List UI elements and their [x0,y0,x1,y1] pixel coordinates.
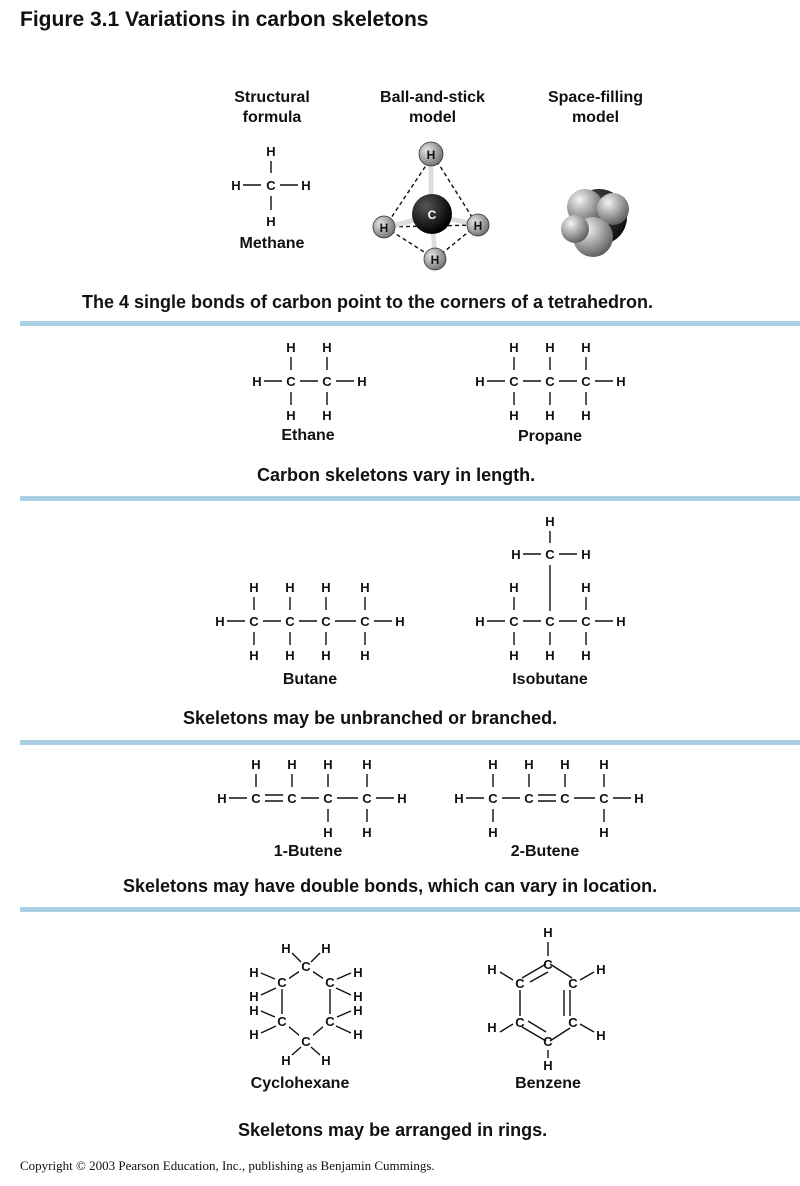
svg-text:H: H [581,408,591,423]
space-filling-model [555,175,640,265]
svg-text:H: H [360,580,370,595]
svg-text:C: C [322,374,332,389]
section-divider [20,321,800,326]
svg-text:C: C [277,1014,287,1029]
caption-rings: Skeletons may be arranged in rings. [238,1120,548,1140]
svg-text:H: H [581,547,591,562]
butane-structural-formula [208,578,418,668]
svg-text:H: H [281,1053,291,1068]
svg-text:H: H [285,580,295,595]
svg-text:H: H [511,547,521,562]
atom-h: H [430,253,440,267]
svg-text:C: C [285,614,295,629]
atom-h: H [266,144,276,159]
svg-text:H: H [509,648,519,663]
figure-title: Figure 3.1 Variations in carbon skeletons [20,8,429,31]
svg-text:C: C [360,614,370,629]
svg-text:H: H [599,825,609,840]
svg-text:H: H [251,757,261,772]
svg-text:H: H [545,408,555,423]
svg-text:C: C [581,614,591,629]
svg-text:H: H [353,1027,363,1042]
svg-text:H: H [357,374,367,389]
svg-text:C: C [321,614,331,629]
atom-c: C [427,208,437,222]
svg-text:H: H [397,791,407,806]
benzene-label: Benzene [515,1075,581,1092]
svg-text:C: C [488,791,498,806]
svg-text:H: H [581,580,591,595]
isobutane-structural-formula [468,512,643,667]
svg-text:C: C [543,957,553,972]
svg-text:H: H [362,757,372,772]
2-butene-label: 2-Butene [510,843,580,860]
svg-text:C: C [599,791,609,806]
svg-text:H: H [215,614,225,629]
svg-text:H: H [249,989,259,1004]
svg-text:C: C [545,547,555,562]
svg-text:C: C [515,1015,525,1030]
svg-text:C: C [362,791,372,806]
svg-text:H: H [252,374,262,389]
svg-text:H: H [475,374,485,389]
svg-text:C: C [287,791,297,806]
svg-text:C: C [249,614,259,629]
svg-text:H: H [249,648,259,663]
svg-text:H: H [395,614,405,629]
svg-text:C: C [286,374,296,389]
svg-text:H: H [249,965,259,980]
svg-text:C: C [301,959,311,974]
propane-structural-formula [468,338,643,428]
svg-text:H: H [487,1020,497,1035]
svg-text:H: H [487,962,497,977]
atom-h: H [266,214,276,229]
svg-text:H: H [616,614,626,629]
atom-h: H [473,219,483,233]
svg-text:H: H [560,757,570,772]
svg-text:H: H [323,757,333,772]
svg-text:H: H [249,1003,259,1018]
svg-text:H: H [286,408,296,423]
caption-tetrahedron: The 4 single bonds of carbon point to the corners of a tetrahedron. [82,292,654,312]
svg-text:H: H [509,408,519,423]
ethane-structural-formula [245,338,385,428]
svg-text:H: H [321,941,331,956]
cyclohexane-label: Cyclohexane [250,1075,350,1092]
svg-text:H: H [545,648,555,663]
svg-text:C: C [509,614,519,629]
section-divider [20,740,800,745]
methane-label: Methane [239,235,305,252]
svg-text:H: H [509,340,519,355]
caption-length: Carbon skeletons vary in length. [257,465,536,485]
svg-text:C: C [545,614,555,629]
svg-text:C: C [277,975,287,990]
svg-text:H: H [596,1028,606,1043]
svg-text:H: H [322,408,332,423]
svg-text:C: C [301,1034,311,1049]
svg-text:H: H [360,648,370,663]
svg-text:C: C [543,1034,553,1049]
svg-text:H: H [362,825,372,840]
svg-text:H: H [322,340,332,355]
column-header-ball-and-stick: Ball-and-stick model [380,89,485,126]
svg-text:H: H [545,340,555,355]
svg-text:C: C [325,975,335,990]
svg-text:H: H [616,374,626,389]
ball-and-stick-model [365,135,505,275]
svg-text:C: C [560,791,570,806]
section-divider [20,496,800,501]
cyclohexane-structural-formula [238,935,383,1070]
svg-text:H: H [249,580,259,595]
svg-text:C: C [545,374,555,389]
svg-text:H: H [475,614,485,629]
svg-text:H: H [509,580,519,595]
column-header-structural: Structural formula [234,89,310,126]
svg-text:H: H [454,791,464,806]
svg-text:C: C [509,374,519,389]
svg-text:C: C [524,791,534,806]
svg-text:H: H [353,989,363,1004]
svg-text:H: H [321,580,331,595]
ethane-label: Ethane [281,427,335,444]
atom-h: H [379,221,389,235]
svg-text:H: H [524,757,534,772]
svg-text:H: H [217,791,227,806]
svg-text:H: H [249,1027,259,1042]
svg-text:H: H [488,757,498,772]
svg-text:H: H [353,965,363,980]
svg-text:H: H [599,757,609,772]
svg-text:H: H [321,1053,331,1068]
column-header-space-filling: Space-filling model [547,89,644,126]
svg-text:C: C [323,791,333,806]
propane-label: Propane [517,428,582,445]
svg-text:H: H [321,648,331,663]
isobutane-label: Isobutane [512,671,588,688]
svg-text:H: H [596,962,606,977]
copyright-notice: Copyright © 2003 Pearson Education, Inc., publishing as Benjamin Cummings. [20,1158,435,1173]
svg-text:H: H [353,1003,363,1018]
svg-text:H: H [545,514,555,529]
butane-label: Butane [282,671,338,688]
svg-text:C: C [568,976,578,991]
svg-text:H: H [281,941,291,956]
methane-structural-formula [225,140,325,235]
svg-text:H: H [323,825,333,840]
svg-text:H: H [581,340,591,355]
svg-text:C: C [251,791,261,806]
section-divider [20,907,800,912]
svg-text:C: C [581,374,591,389]
atom-h: H [426,148,436,162]
svg-text:H: H [634,791,644,806]
benzene-structural-formula [480,920,620,1073]
svg-text:H: H [488,825,498,840]
1-butene-label: 1-Butene [273,843,343,860]
svg-text:C: C [568,1015,578,1030]
caption-double-bonds: Skeletons may have double bonds, which can vary in location. [123,876,658,896]
svg-text:H: H [581,648,591,663]
atom-c: C [266,178,276,193]
svg-text:H: H [543,925,553,940]
caption-branching: Skeletons may be unbranched or branched. [183,708,558,728]
atom-h: H [301,178,311,193]
1-butene-structural-formula [210,755,420,845]
svg-text:H: H [285,648,295,663]
svg-text:H: H [286,340,296,355]
svg-text:H: H [543,1058,553,1073]
svg-text:H: H [287,757,297,772]
svg-text:C: C [325,1014,335,1029]
svg-text:C: C [515,976,525,991]
atom-h: H [231,178,241,193]
2-butene-structural-formula [447,755,657,845]
